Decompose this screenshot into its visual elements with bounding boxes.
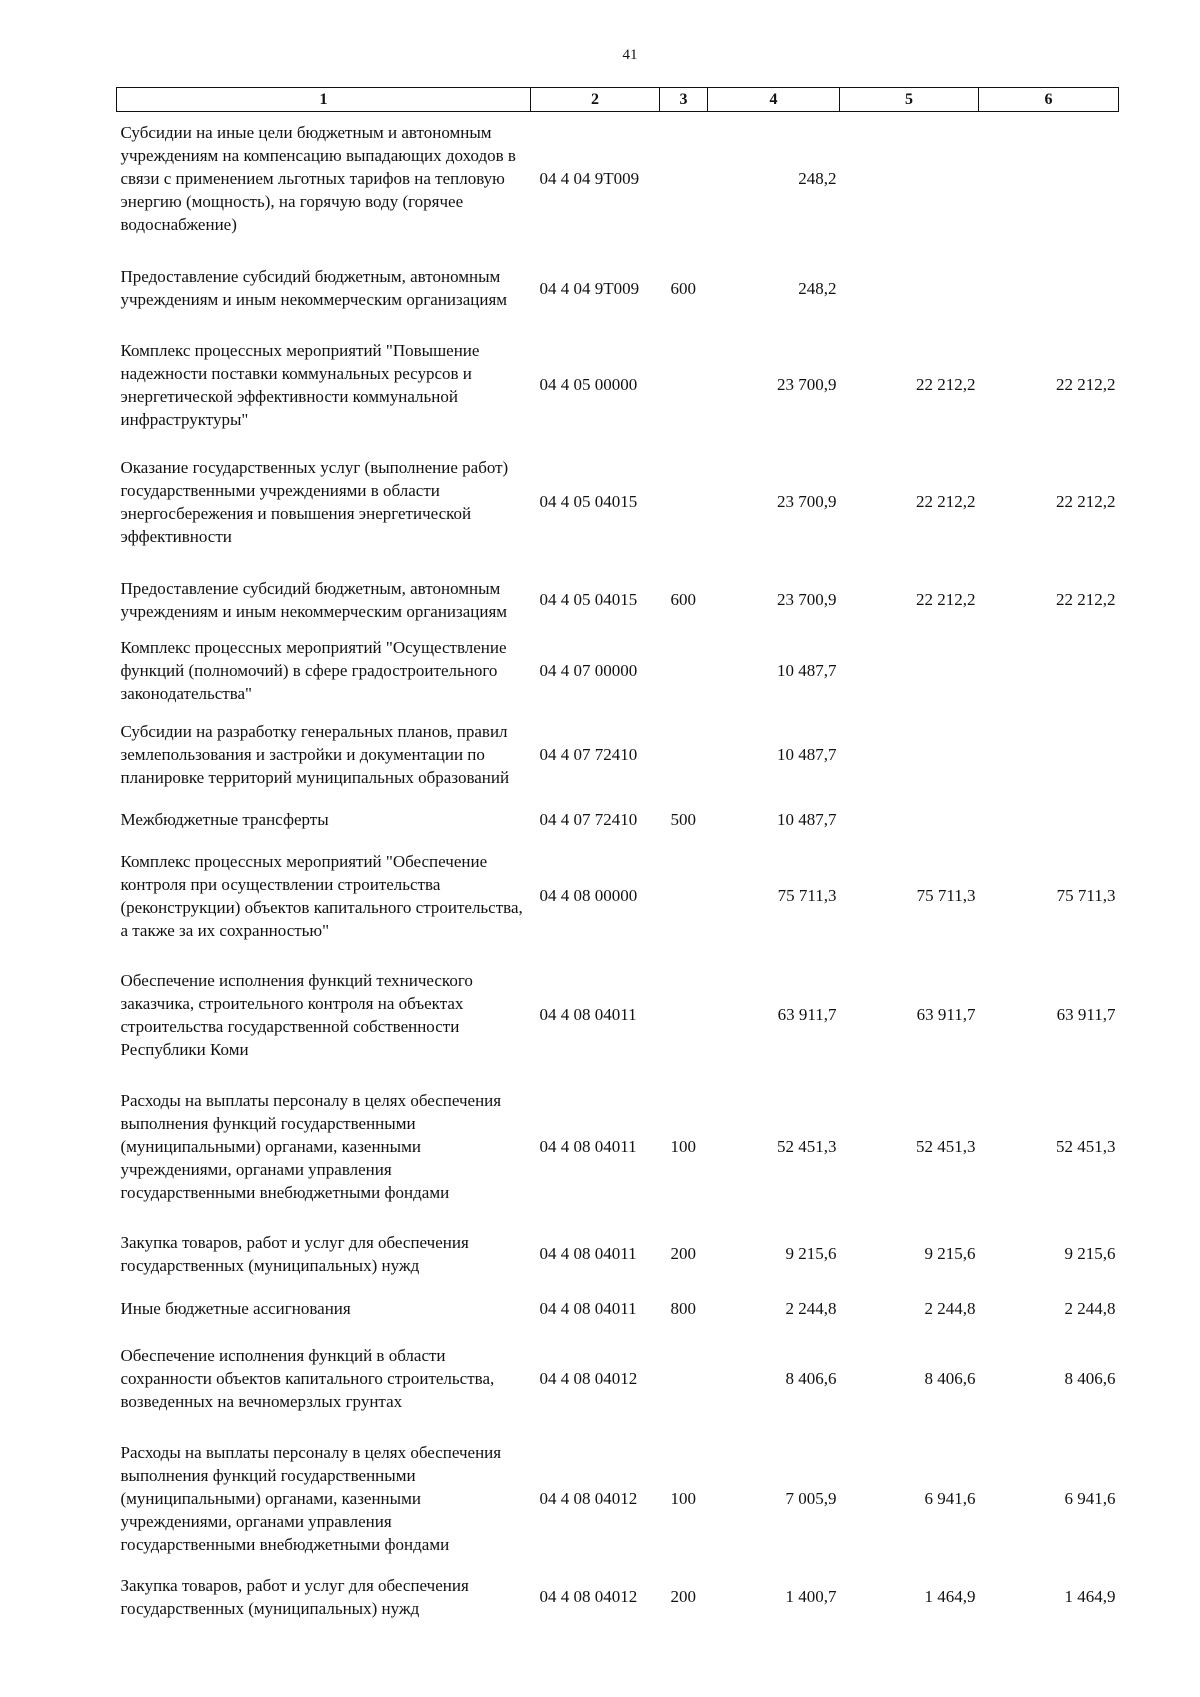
table-row <box>117 803 1119 837</box>
table-row <box>117 955 1119 1075</box>
row-code: 04 4 04 9Т009 <box>539 278 640 298</box>
table-header-row <box>117 88 1119 112</box>
row-code: 04 4 07 72410 <box>539 745 638 764</box>
row-value-5 <box>840 112 979 246</box>
row-value-6 <box>979 246 1119 331</box>
row-value-4: 8 406,6 <box>785 1369 837 1388</box>
row-name: Оказание государственных услуг (выполнение работ) государственными учреждениями в области энергосбережения и повышения энергетической эффективности <box>120 457 509 546</box>
table-row <box>117 1218 1119 1290</box>
row-code: 04 4 08 04011 <box>539 1005 637 1024</box>
row-value-4: 9 215,6 <box>785 1244 837 1263</box>
column-header-3: 3 <box>660 88 708 112</box>
row-value-6: 1 464,9 <box>1064 1587 1116 1606</box>
row-name: Расходы на выплаты персоналу в целях обеспечения выполнения функций государственными (муниципальными) органами, казенными учреждениями, органами управления государственными внебюджетными фондами <box>120 1090 502 1202</box>
row-value-6 <box>979 707 1119 803</box>
row-expense-type: 600 <box>670 278 696 298</box>
column-header-5: 5 <box>840 88 979 112</box>
row-value-4: 2 244,8 <box>785 1298 837 1318</box>
row-name: Предоставление субсидий бюджетным, автономным учреждениям и иным некоммерческим организациям <box>120 267 508 309</box>
row-expense-type: 100 <box>670 1489 696 1508</box>
row-value-5 <box>840 707 979 803</box>
row-name: Комплекс процессных мероприятий "Повышение надежности поставки коммунальных ресурсов и энергетической эффективности коммунальной инфраструктуры" <box>120 340 480 429</box>
row-value-4: 1 400,7 <box>785 1587 837 1606</box>
row-name: Комплекс процессных мероприятий "Обеспечение контроля при осуществлении строительства (реконструкции) объектов капитального строительства, а также за их сохранностью" <box>120 851 523 940</box>
row-expense-type <box>660 837 708 955</box>
row-expense-type: 800 <box>670 1298 696 1318</box>
row-value-6: 2 244,8 <box>1064 1298 1116 1318</box>
row-code: 04 4 08 04012 <box>539 1587 638 1606</box>
row-expense-type <box>660 112 708 246</box>
row-value-6: 63 911,7 <box>1056 1005 1116 1024</box>
table-row <box>117 1567 1119 1627</box>
row-value-6 <box>979 803 1119 837</box>
row-value-4: 23 700,9 <box>777 590 837 609</box>
row-expense-type: 600 <box>670 590 696 609</box>
table-row <box>117 707 1119 803</box>
row-value-5: 1 464,9 <box>924 1587 976 1606</box>
row-value-5 <box>840 246 979 331</box>
row-value-5 <box>840 635 979 707</box>
page-number: 41 <box>622 47 638 63</box>
table-row <box>117 635 1119 707</box>
row-expense-type <box>660 635 708 707</box>
row-value-4: 10 487,7 <box>777 661 837 680</box>
row-expense-type <box>660 439 708 565</box>
row-value-6: 75 711,3 <box>1056 886 1116 905</box>
row-value-5: 22 212,2 <box>916 375 976 394</box>
row-code: 04 4 08 04011 <box>539 1136 637 1156</box>
row-value-6: 52 451,3 <box>1056 1136 1116 1156</box>
row-value-6: 22 212,2 <box>1056 492 1116 511</box>
row-value-5: 63 911,7 <box>916 1005 976 1024</box>
table-row <box>117 439 1119 565</box>
column-header-4: 4 <box>708 88 840 112</box>
row-code: 04 4 05 04015 <box>539 492 638 511</box>
row-code: 04 4 08 04011 <box>539 1298 637 1318</box>
row-value-5 <box>840 803 979 837</box>
row-name: Закупка товаров, работ и услуг для обеспечения государственных (муниципальных) нужд <box>120 1232 469 1275</box>
row-name: Обеспечение исполнения функций технического заказчика, строительного контроля на объектах строительства государственной собственности Республики Коми <box>120 970 473 1059</box>
row-name: Иные бюджетные ассигнования <box>120 1298 351 1318</box>
row-value-5: 8 406,6 <box>924 1369 976 1388</box>
table-row <box>117 1431 1119 1567</box>
row-value-6: 22 212,2 <box>1056 590 1116 609</box>
row-value-4: 248,2 <box>798 278 837 298</box>
row-expense-type <box>660 331 708 439</box>
row-code: 04 4 05 00000 <box>539 375 638 394</box>
row-name: Предоставление субсидий бюджетным, автономным учреждениям и иным некоммерческим организациям <box>120 578 508 621</box>
row-value-4: 75 711,3 <box>777 886 837 905</box>
row-value-4: 10 487,7 <box>777 745 837 764</box>
column-header-1: 1 <box>117 88 531 112</box>
table-row <box>117 1075 1119 1218</box>
table-row <box>117 246 1119 331</box>
row-name: Комплекс процессных мероприятий "Осуществление функций (полномочий) в сфере градостроительного законодательства" <box>120 638 507 703</box>
row-value-6 <box>979 635 1119 707</box>
row-value-4: 248,2 <box>798 169 837 189</box>
row-value-4: 63 911,7 <box>777 1005 837 1024</box>
row-code: 04 4 04 9Т009 <box>539 169 640 189</box>
row-expense-type: 200 <box>670 1587 696 1606</box>
row-value-5: 52 451,3 <box>916 1136 976 1156</box>
row-code: 04 4 08 04012 <box>539 1369 638 1388</box>
column-header-6: 6 <box>979 88 1119 112</box>
budget-table <box>116 87 1119 1627</box>
row-expense-type: 500 <box>670 810 696 829</box>
row-code: 04 4 08 00000 <box>539 886 638 905</box>
column-header-2: 2 <box>531 88 660 112</box>
row-code: 04 4 08 04011 <box>539 1244 637 1263</box>
row-value-6: 9 215,6 <box>1064 1244 1116 1263</box>
row-name: Субсидии на иные цели бюджетным и автономным учреждениям на компенсацию выпадающих доходов в связи с применением льготных тарифов на тепловую энергию (мощность), на горячую воду (горячее водоснабжение) <box>120 123 516 235</box>
row-value-5: 6 941,6 <box>924 1489 976 1508</box>
table-row <box>117 331 1119 439</box>
row-value-5: 22 212,2 <box>916 492 976 511</box>
table-row <box>117 837 1119 955</box>
row-value-5: 22 212,2 <box>916 590 976 609</box>
row-value-4: 7 005,9 <box>785 1489 837 1508</box>
table-row <box>117 565 1119 635</box>
row-value-5: 75 711,3 <box>916 886 976 905</box>
row-value-6: 22 212,2 <box>1056 375 1116 394</box>
row-value-4: 10 487,7 <box>777 810 837 829</box>
row-name: Расходы на выплаты персоналу в целях обеспечения выполнения функций государственными (муниципальными) органами, казенными учреждениями, органами управления государственными внебюджетными фондами <box>120 1443 502 1554</box>
row-value-5: 2 244,8 <box>924 1298 976 1318</box>
row-expense-type: 100 <box>670 1136 696 1156</box>
row-name: Межбюджетные трансферты <box>120 810 329 829</box>
table-row <box>117 112 1119 246</box>
row-name: Закупка товаров, работ и услуг для обеспечения государственных (муниципальных) нужд <box>120 1575 469 1618</box>
row-expense-type <box>660 1327 708 1431</box>
row-value-6: 6 941,6 <box>1064 1489 1116 1508</box>
table-row <box>117 1290 1119 1327</box>
row-value-6: 8 406,6 <box>1064 1369 1116 1388</box>
row-value-4: 52 451,3 <box>777 1136 837 1156</box>
row-name: Субсидии на разработку генеральных планов, правил землепользования и застройки и документации по планировке территорий муниципальных образований <box>120 722 510 787</box>
table-row <box>117 1327 1119 1431</box>
row-expense-type: 200 <box>670 1244 696 1263</box>
row-name: Обеспечение исполнения функций в области сохранности объектов капитального строительства, возведенных на вечномерзлых грунтах <box>120 1346 495 1411</box>
row-code: 04 4 08 04012 <box>539 1489 638 1508</box>
row-value-5: 9 215,6 <box>924 1244 976 1263</box>
row-code: 04 4 07 00000 <box>539 661 638 680</box>
row-value-4: 23 700,9 <box>777 492 837 511</box>
row-code: 04 4 05 04015 <box>539 590 638 609</box>
row-code: 04 4 07 72410 <box>539 810 638 829</box>
row-value-6 <box>979 112 1119 246</box>
row-expense-type <box>660 707 708 803</box>
row-value-4: 23 700,9 <box>777 375 837 394</box>
row-expense-type <box>660 955 708 1075</box>
